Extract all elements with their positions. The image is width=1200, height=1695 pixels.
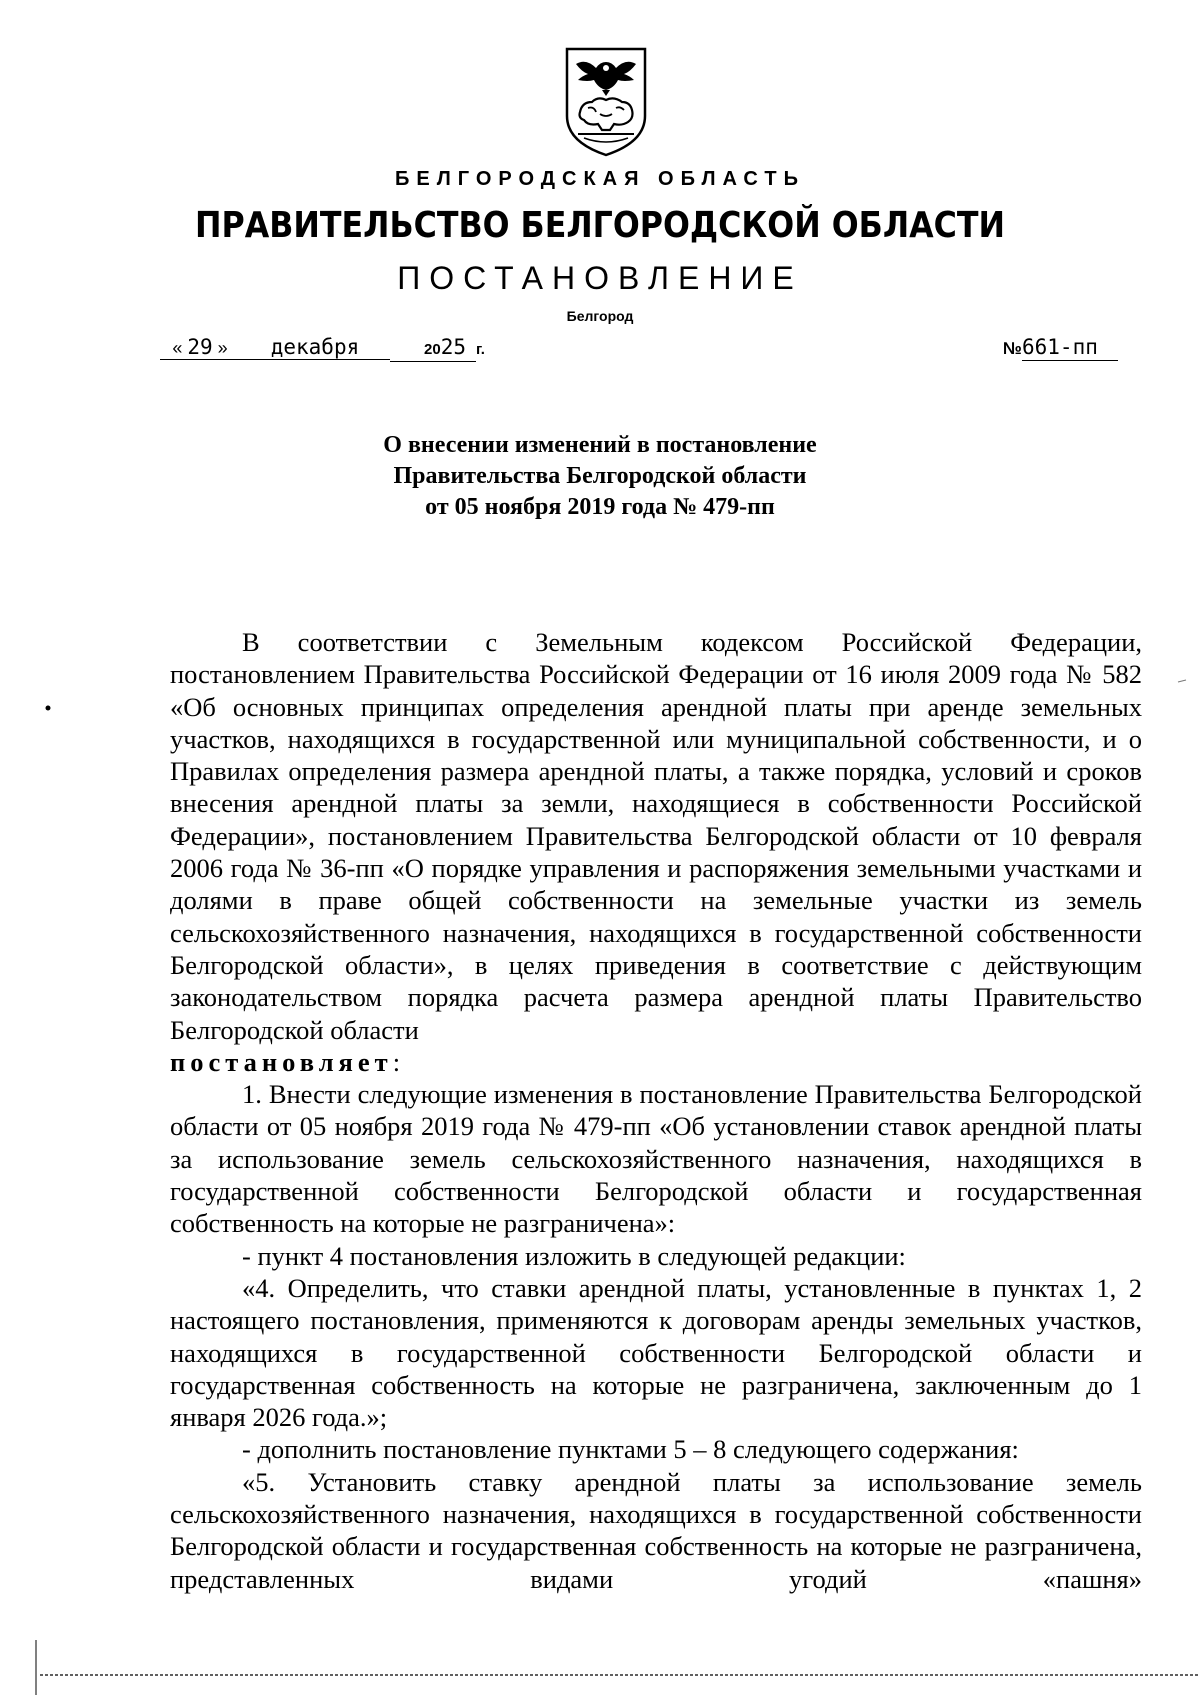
document-date	[160, 336, 485, 362]
resolves-colon: :	[392, 1046, 401, 1077]
document-body	[170, 626, 1142, 1595]
region-name: БЕЛГОРОДСКАЯ ОБЛАСТЬ	[395, 168, 805, 190]
coat-of-arms-emblem	[564, 46, 648, 158]
document-title	[0, 430, 1200, 523]
government-name: ПРАВИТЕЛЬСТВО БЕЛГОРОДСКОЙ ОБЛАСТИ	[194, 205, 1006, 246]
close-quote: »	[217, 338, 228, 358]
preamble-paragraph	[170, 626, 1142, 1078]
title-line-3: от 05 ноября 2019 года № 479-пп	[425, 494, 775, 520]
date-year-suffix: 25	[440, 335, 466, 359]
paragraph-item-5: «5. Установить ставку арендной платы за использование земель сельскохозяйственного назначения, находящихся в государственной собственности Белгородской области и государственная собственность на которые не разграничена, представленных видами угодий «пашня»	[170, 1466, 1142, 1594]
city-name: Белгород	[566, 308, 634, 324]
paragraph-item-4: «4. Определить, что ставки арендной платы, установленные в пунктах 1, 2 настоящего постановления, применяются к договорам аренды земельных участков, находящихся в государственной собственности Белгородской области и государственная собственность на которые не разграничена, заключенным до 1 января 2026 года.»;	[170, 1272, 1142, 1433]
date-year-field	[390, 336, 476, 362]
paragraph-items-5-8-intro: - дополнить постановление пунктами 5 – 8 следующего содержания:	[242, 1434, 1019, 1465]
resolves-word: постановляет	[170, 1046, 393, 1077]
date-day: 29	[187, 335, 213, 359]
paragraph-item-4-intro: - пункт 4 постановления изложить в следующей редакции:	[242, 1240, 906, 1271]
open-quote: «	[172, 338, 183, 358]
date-month: декабря	[270, 335, 360, 359]
number-field	[1022, 336, 1118, 361]
date-day-field	[160, 336, 240, 360]
paragraph-item-1: 1. Внести следующие изменения в постановление Правительства Белгородской области от 05 ноября 2019 года № 479-пп «Об установлении ставок арендной платы за использование земель сельскохозяйственного назначения, находящихся в государственной собственности Белгородской области и государственная собственность на которые не разграничена»:	[170, 1079, 1142, 1239]
number-label: №	[1003, 339, 1022, 358]
document-type: ПОСТАНОВЛЕНИЕ	[397, 260, 803, 296]
date-year-mark: г.	[476, 341, 485, 358]
title-line-2: Правительства Белгородской области	[393, 463, 807, 489]
date-year-prefix: 20	[424, 341, 441, 358]
date-month-field	[240, 336, 390, 360]
document-number	[1003, 336, 1118, 361]
preamble-text: В соответствии с Земельным кодексом Российской Федерации, постановлением Правительства Российской Федерации от 16 июля 2009 года № 582 «Об основных принципах определения арендной платы при аренде земельных участков, находящихся в государственной или муниципальной собственности, и о Правилах определения размера арендной платы, а также порядка, условий и сроков внесения арендной платы за земли, находящиеся в собственности Российской Федерации», постановлением Правительства Белгородской области от 10 февраля 2006 года № 36-пп «О порядке управления и распоряжения земельными участками и долями в праве общей собственности на земельные участки из земель сельскохозяйственного назначения, находящихся в государственной собственности Белгородской области», в целях приведения в соответствие с действующим законодательством порядка расчета размера арендной платы Правительство Белгородской области	[170, 627, 1142, 1045]
title-line-1: О внесении изменений в постановление	[383, 432, 817, 458]
number-value: 661-пп	[1022, 335, 1098, 359]
